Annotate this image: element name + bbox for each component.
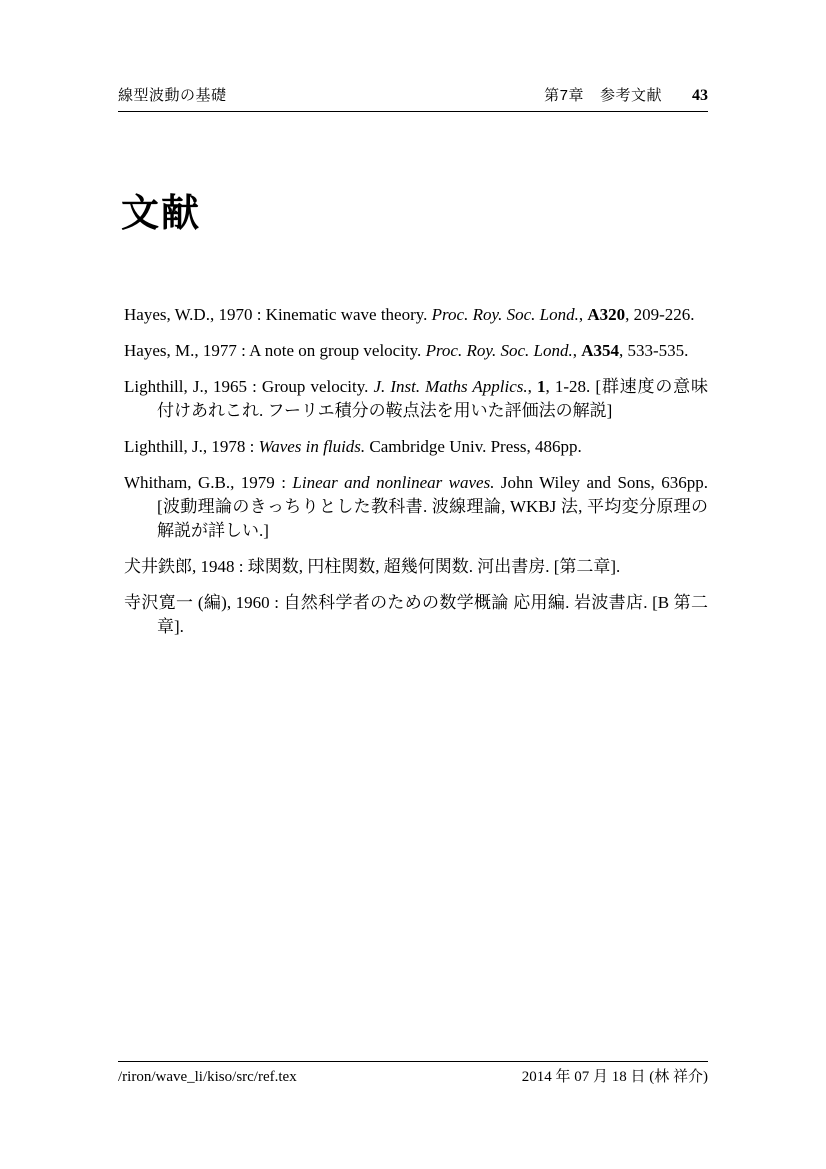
bib-segment: 寺沢寛一 (編), 1960 : 自然科学者のための数学概論 応用編. 岩波書店. [B 第二章]. <box>124 593 708 636</box>
bib-segment: Waves in fluids. <box>258 437 366 456</box>
header-doc-title: 線型波動の基礎 <box>118 87 227 104</box>
bib-segment: , 209-226. <box>625 305 695 324</box>
header-chapter-label: 第7章 <box>544 87 584 104</box>
bib-segment: Lighthill, J., 1965 : Group velocity. <box>124 377 374 396</box>
bib-segment: , <box>572 341 582 360</box>
page-number: 43 <box>692 87 708 104</box>
bib-entry <box>124 435 708 459</box>
footer-file-path: /riron/wave_li/kiso/src/ref.tex <box>118 1069 297 1085</box>
running-header <box>118 86 708 112</box>
bib-segment: 1 <box>537 377 546 396</box>
bib-segment: , 1-28. [群速度の意味付けあれこれ. フーリエ積分の鞍点法を用いた評価法の解説] <box>157 377 709 420</box>
bib-segment: A354 <box>581 341 619 360</box>
bib-segment: Proc. Roy. Soc. Lond. <box>425 341 573 360</box>
bib-segment: J. Inst. Maths Applics. <box>373 377 528 396</box>
bib-segment: John Wiley and Sons, 636pp. [波動理論のきっちりとした教科書. 波線理論, WKBJ 法, 平均変分原理の解説が詳しい.] <box>157 473 708 540</box>
bib-segment: 犬井鉄郎, 1948 : 球関数, 円柱関数, 超幾何関数. 河出書房. [第二章]. <box>124 557 621 576</box>
bib-segment: Hayes, M., 1977 : A note on group velocity. <box>124 341 426 360</box>
bib-segment: Linear and nonlinear waves. <box>292 473 495 492</box>
bib-entry <box>124 555 708 579</box>
chapter-title: 文献 <box>121 193 202 235</box>
bib-segment: Proc. Roy. Soc. Lond. <box>431 305 579 324</box>
bib-entry <box>124 375 708 423</box>
bib-segment: A320 <box>587 305 626 324</box>
bib-segment: , <box>578 305 588 324</box>
bib-segment: Lighthill, J., 1978 : <box>124 437 259 456</box>
bib-entry <box>124 339 708 363</box>
bib-segment: Cambridge Univ. Press, 486pp. <box>365 437 582 456</box>
bib-entry <box>124 591 708 639</box>
bib-entry <box>124 471 708 543</box>
bib-segment: , 533-535. <box>619 341 689 360</box>
bib-segment: Hayes, W.D., 1970 : Kinematic wave theory. <box>124 305 432 324</box>
header-right-group <box>544 86 708 105</box>
bib-segment: Whitham, G.B., 1979 : <box>124 473 293 492</box>
bibliography-list <box>124 303 708 651</box>
footer-date: 2014 年 07 月 18 日 (林 祥介) <box>521 1069 708 1085</box>
bib-segment: , <box>527 377 538 396</box>
running-footer <box>118 1061 708 1087</box>
bib-entry <box>124 303 708 327</box>
header-section-label: 参考文献 <box>599 87 662 104</box>
